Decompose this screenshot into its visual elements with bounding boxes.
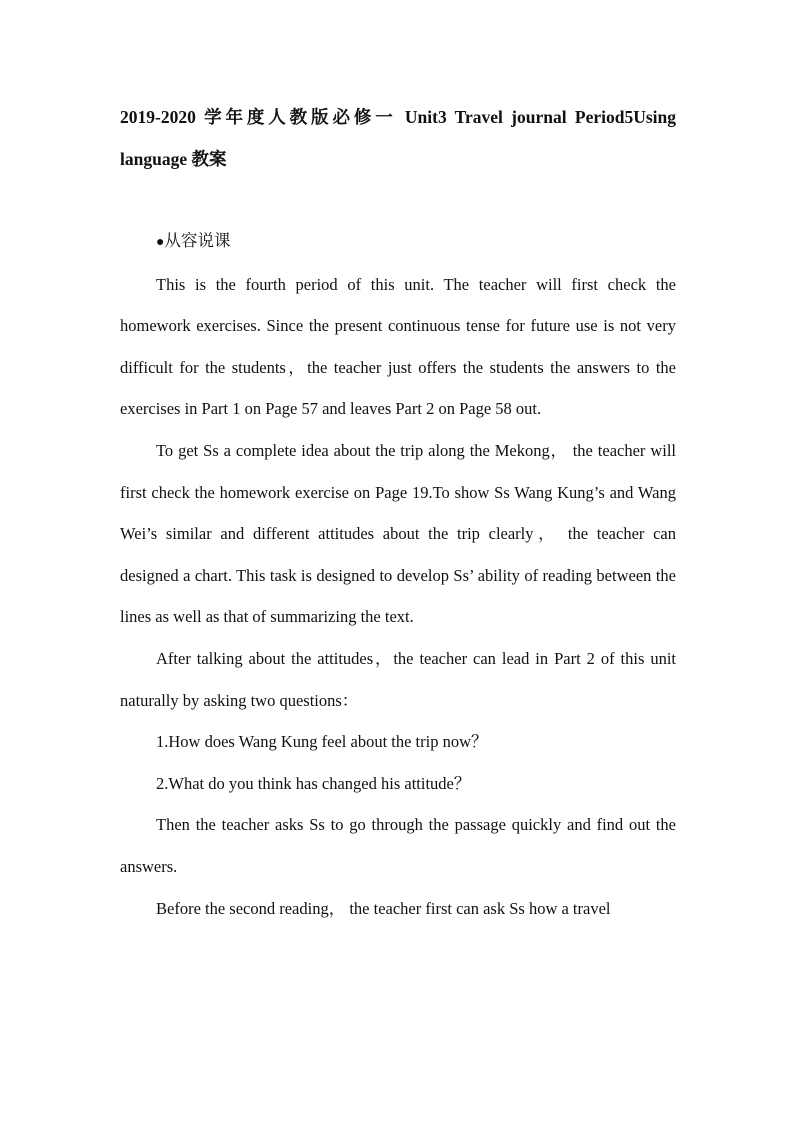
- document-title: 2019-2020 学年度人教版必修一 Unit3 Travel journal Period5Using language 教案: [120, 107, 676, 169]
- paragraph-second-reading: Before the second reading， the teacher first can ask Ss how a travel: [156, 898, 611, 918]
- paragraph-skim: Then the teacher asks Ss to go through the passage quickly and find out the answers.: [120, 815, 676, 876]
- question-item: 2.What do you think has changed his attitude？: [156, 773, 471, 793]
- question-item: 1.How does Wang Kung feel about the trip now？: [156, 732, 488, 752]
- paragraph-attitudes: After talking about the attitudes，the teacher can lead in Part 2 of this unit naturally by asking two questions：: [120, 648, 676, 710]
- bullet-icon: ●: [156, 235, 165, 250]
- section-heading-text: 从容说课: [164, 231, 231, 250]
- paragraph-intro: This is the fourth period of this unit. The teacher will first check the homework exercises. Since the present continuous tense for future use is not very difficult for the students，the teacher just offers the students the answers to the exercises in Part 1 on Page 57 and leaves Part 2 on Page 58 out.: [120, 274, 676, 419]
- document-page: [120, 96, 676, 929]
- title-spacer: [120, 180, 676, 220]
- section-heading: [120, 220, 676, 264]
- paragraph-mekong: To get Ss a complete idea about the trip along the Mekong， the teacher will first check the homework exercise on Page 19.To show Ss Wang Kung’s and Wang Wei’s similar and different attitudes about the trip clearly， the teacher can designed a chart. This task is designed to develop Ss’ ability of reading between the lines as well as that of summarizing the text.: [120, 440, 676, 627]
